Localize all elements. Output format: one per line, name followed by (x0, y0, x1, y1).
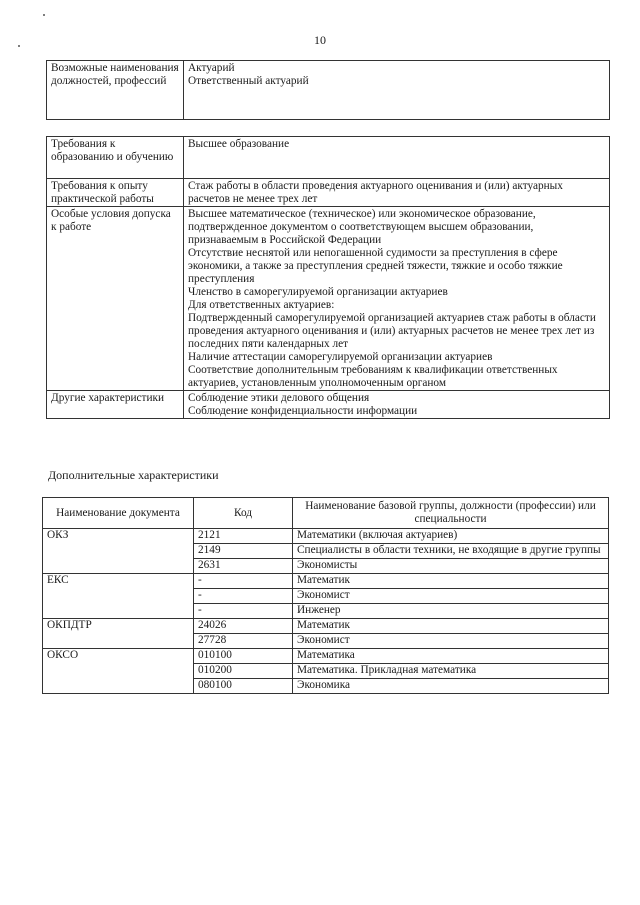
requirement-line: Стаж работы в области проведения актуарного оценивания и (или) актуарных расчетов не менее трех лет (188, 180, 563, 205)
additional-table (42, 497, 609, 694)
cell-doc: ОКСО (43, 649, 194, 664)
cell-doc (43, 604, 194, 619)
cell-name: Математика (293, 649, 609, 664)
cell-name: Математик (293, 574, 609, 589)
cell-code: 010100 (194, 649, 293, 664)
requirement-line: Высшее образование (188, 138, 290, 150)
requirement-row-other (47, 391, 610, 419)
table-header-row (43, 498, 609, 529)
requirement-line: Соблюдение этики делового общения (188, 392, 370, 404)
requirement-line: Членство в саморегулируемой организации актуариев (188, 286, 448, 298)
table-row (43, 544, 609, 559)
cell-name: Экономист (293, 589, 609, 604)
table-row (43, 664, 609, 679)
requirement-line: Для ответственных актуариев: (188, 299, 335, 311)
cell-doc: ЕКС (43, 574, 194, 589)
cell-code: - (194, 589, 293, 604)
cell-code: 27728 (194, 634, 293, 649)
requirement-value (184, 207, 610, 391)
cell-name: Математика. Прикладная математика (293, 664, 609, 679)
position-title: Актуарий (188, 62, 235, 74)
table-row (43, 559, 609, 574)
positions-label: Возможные наименования должностей, профессий (47, 61, 184, 120)
position-title: Ответственный актуарий (188, 75, 309, 87)
requirement-label: Другие характеристики (47, 391, 184, 419)
table-row (43, 574, 609, 589)
cell-name: Экономисты (293, 559, 609, 574)
header-code: Код (194, 498, 293, 529)
cell-doc (43, 664, 194, 679)
cell-doc (43, 589, 194, 604)
requirement-label: Требования к образованию и обучению (47, 137, 184, 179)
additional-characteristics-title: Дополнительные характеристики (48, 468, 219, 482)
cell-code: 080100 (194, 679, 293, 694)
table-row (43, 604, 609, 619)
cell-name: Экономист (293, 634, 609, 649)
cell-name: Экономика (293, 679, 609, 694)
cell-code: 2121 (194, 529, 293, 544)
cell-name: Математик (293, 619, 609, 634)
cell-code: 2631 (194, 559, 293, 574)
cell-doc (43, 679, 194, 694)
cell-doc (43, 544, 194, 559)
scan-speck (43, 14, 45, 16)
cell-name: Инженер (293, 604, 609, 619)
positions-values (184, 61, 610, 120)
requirement-line: Соблюдение конфиденциальности информации (188, 405, 418, 417)
cell-code: - (194, 574, 293, 589)
cell-name: Математики (включая актуариев) (293, 529, 609, 544)
cell-code: - (194, 604, 293, 619)
requirement-value (184, 137, 610, 179)
header-doc: Наименование документа (43, 498, 194, 529)
cell-doc (43, 634, 194, 649)
cell-doc (43, 559, 194, 574)
cell-code: 2149 (194, 544, 293, 559)
page-number: 10 (314, 33, 326, 47)
requirement-line: Подтвержденный саморегулируемой организацией актуариев стаж работы в области проведения актуарного оценивания и (или) актуарных расчетов не менее трех лет из последних пяти календарных лет (188, 312, 596, 350)
header-name: Наименование базовой группы, должности (профессии) или специальности (293, 498, 609, 529)
requirement-row-experience (47, 179, 610, 207)
cell-code: 24026 (194, 619, 293, 634)
requirement-value (184, 391, 610, 419)
table-row (43, 649, 609, 664)
requirement-row-admission (47, 207, 610, 391)
cell-name: Специалисты в области техники, не входящие в другие группы (293, 544, 609, 559)
cell-doc: ОКЗ (43, 529, 194, 544)
requirement-label: Особые условия допуска к работе (47, 207, 184, 391)
requirement-row-education (47, 137, 610, 179)
requirement-value (184, 179, 610, 207)
requirements-table (46, 136, 610, 419)
requirement-label: Требования к опыту практической работы (47, 179, 184, 207)
table-row (43, 619, 609, 634)
table-row (43, 634, 609, 649)
cell-doc: ОКПДТР (43, 619, 194, 634)
requirement-line: Соответствие дополнительным требованиям к квалификации ответственных актуариев, установленным уполномоченным органом (188, 364, 558, 389)
positions-table (46, 60, 610, 120)
requirement-line: Высшее математическое (техническое) или экономическое образование, подтвержденное документом о соответствующем высшем образовании, признаваемым в Российской Федерации (188, 208, 536, 246)
requirement-line: Наличие аттестации саморегулируемой организации актуариев (188, 351, 493, 363)
requirement-line: Отсутствие неснятой или непогашенной судимости за преступления в сфере экономики, а также за преступления средней тяжести, тяжкие и особо тяжкие преступления (188, 247, 563, 285)
table-row (43, 529, 609, 544)
table-row (43, 589, 609, 604)
table-row (43, 679, 609, 694)
cell-code: 010200 (194, 664, 293, 679)
